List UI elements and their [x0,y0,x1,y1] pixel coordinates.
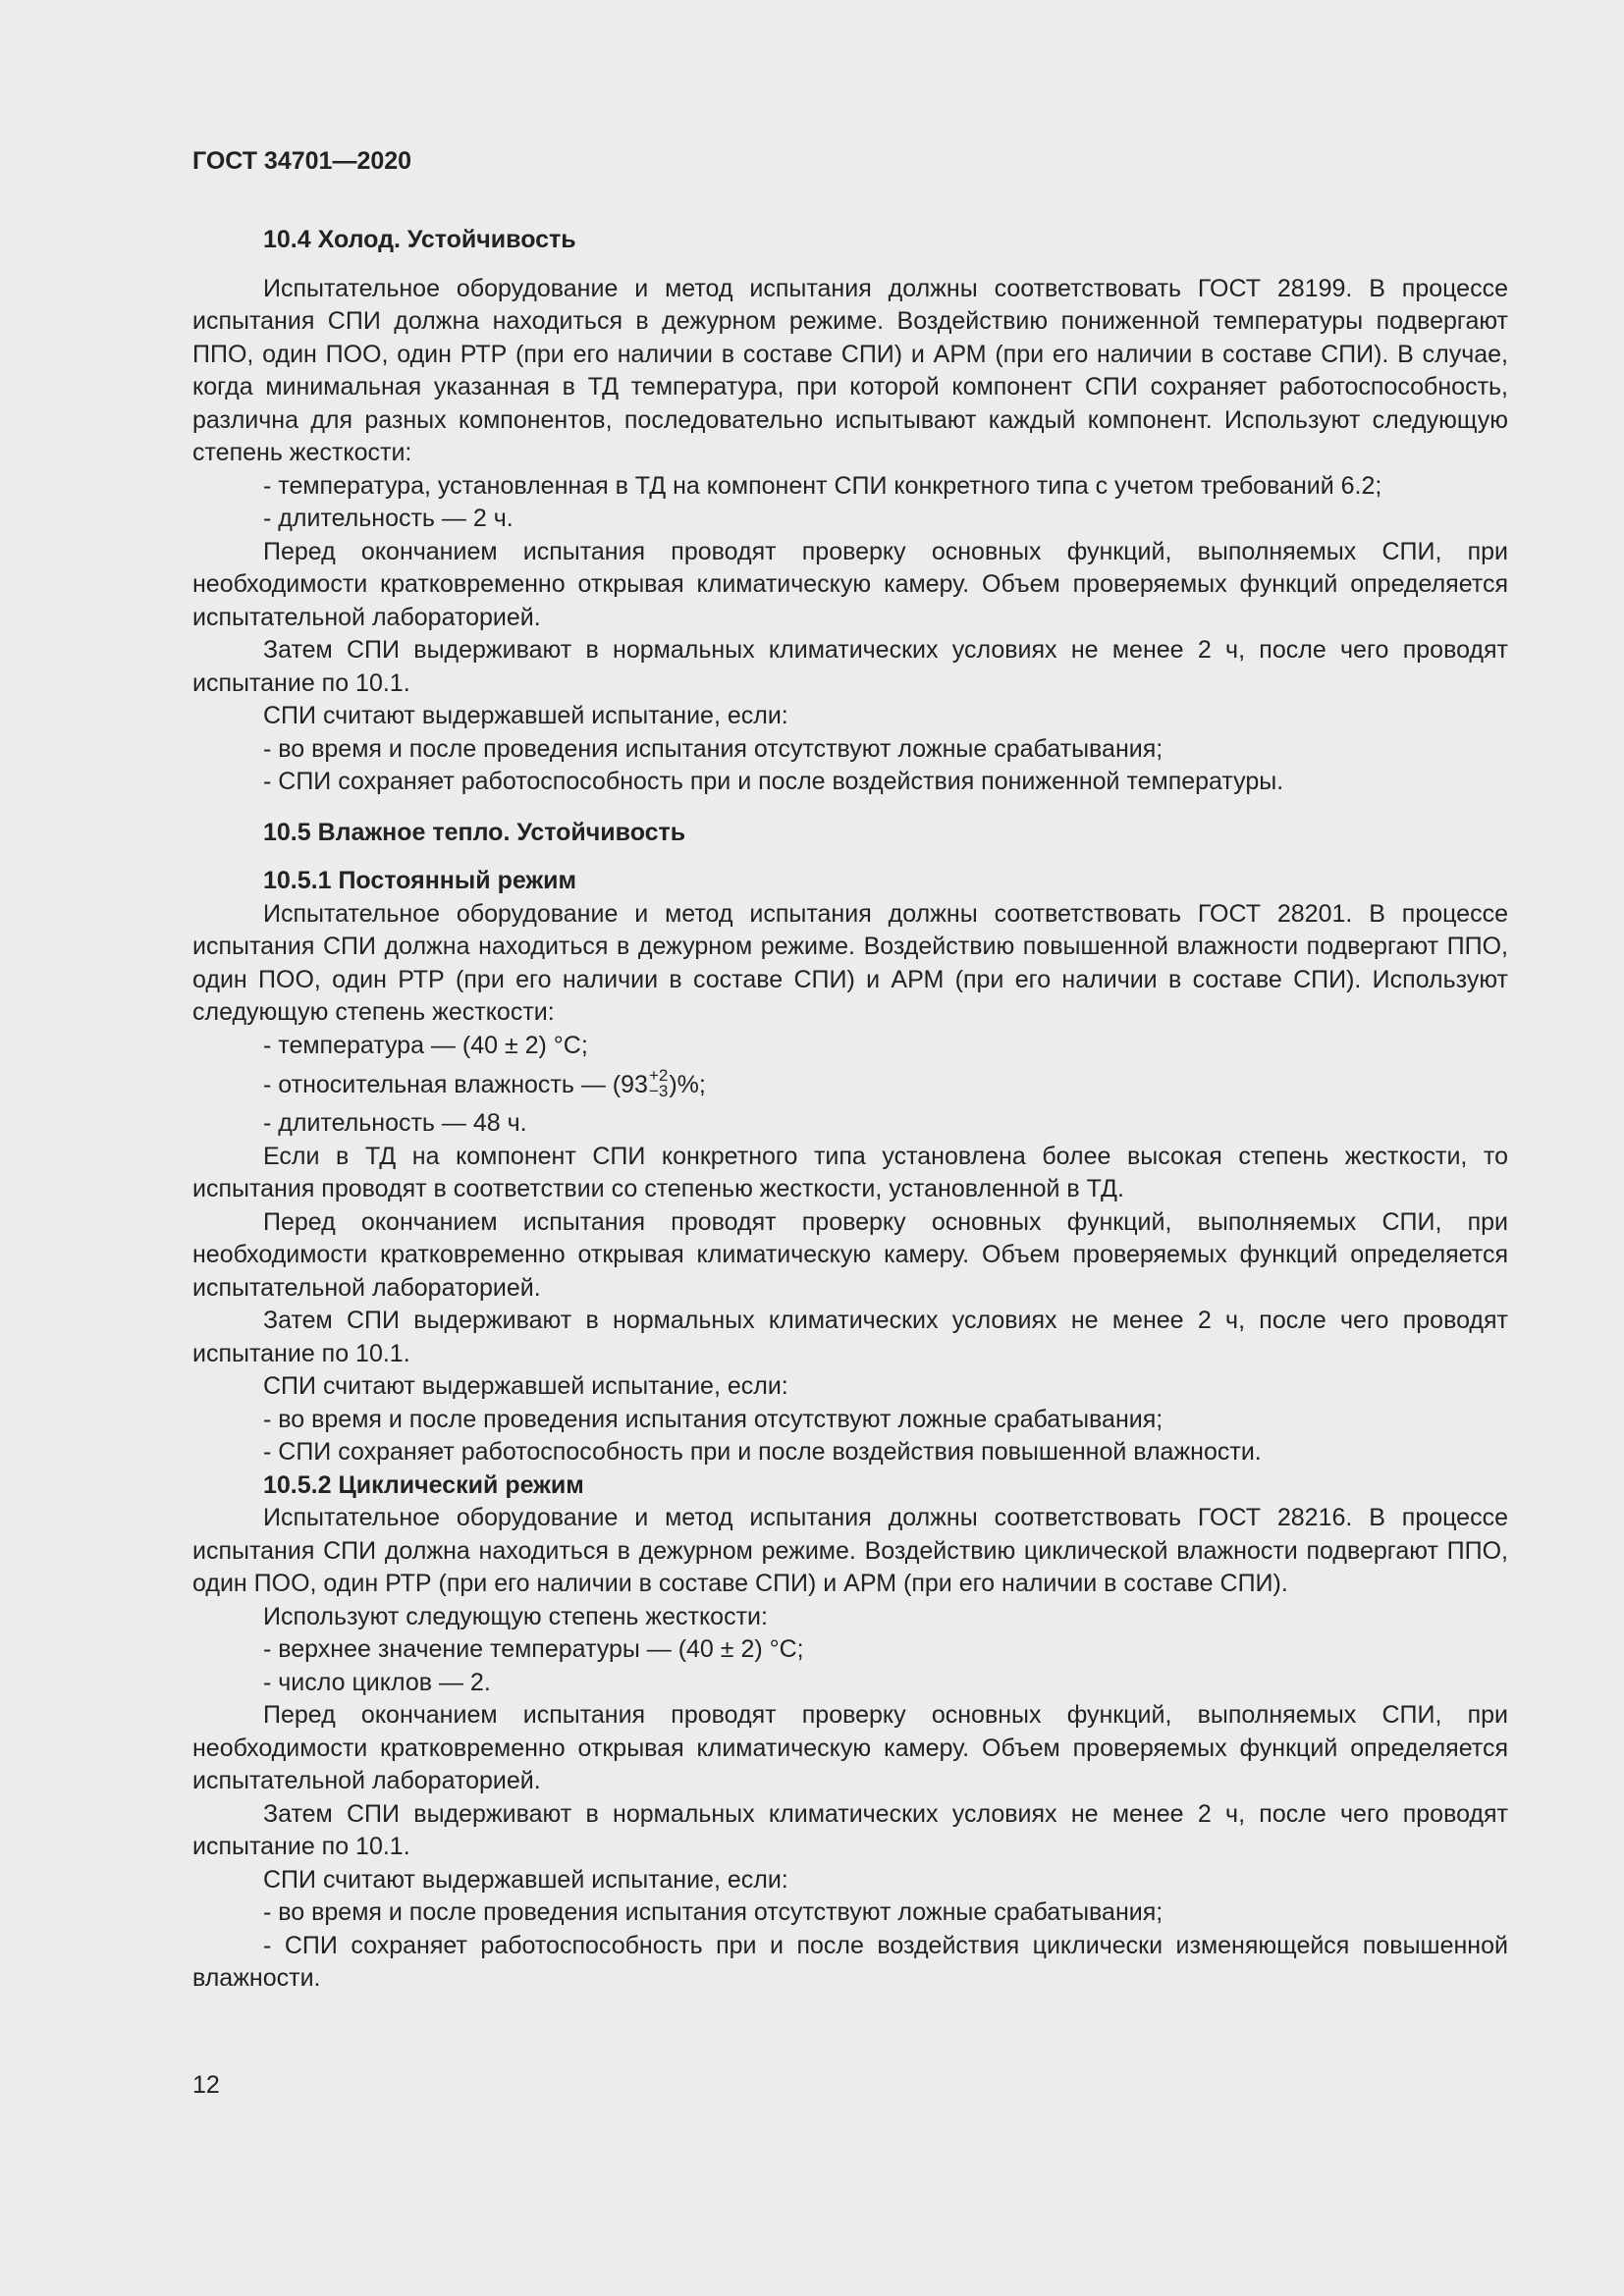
paragraph: СПИ считают выдержавшей испытание, если: [263,702,788,729]
paragraph: Перед окончанием испытания проводят проверку основных функций, выполняемых СПИ, при необходимости кратковременно открывая климатическую камеру. Объем проверяемых функций определяется испытательной лабораторией. [192,537,1508,631]
tolerance-lower: −3 [648,1082,669,1101]
humidity-tolerance [649,1068,668,1099]
document-code: ГОСТ 34701—2020 [192,147,412,175]
list-item: - во время и после проведения испытания отсутствуют ложные срабатывания; [263,1405,1164,1433]
paragraph: Перед окончанием испытания проводят проверку основных функций, выполняемых СПИ, при необходимости кратковременно открывая климатическую камеру. Объем проверяемых функций определяется испытательной лабораторией. [192,1701,1508,1794]
paragraph: Затем СПИ выдерживают в нормальных климатических условиях не менее 2 ч, после чего проводят испытание по 10.1. [192,636,1508,697]
paragraph: Испытательное оборудование и метод испытания должны соответствовать ГОСТ 28216. В процессе испытания СПИ должна находиться в дежурном режиме. Воздействию циклической влажности подвергают ППО, один ПОО, один РТР (при его наличии в составе СПИ) и АРМ (при его наличии в составе СПИ). [192,1504,1508,1597]
page-number: 12 [192,2071,220,2099]
paragraph: - СПИ сохраняет работоспособность при и после воздействия циклически изменяющейся повышенной влажности. [192,1931,1508,1992]
list-item: - длительность — 2 ч. [263,505,514,532]
humidity-text-end: )%; [669,1071,706,1098]
list-item: - число циклов — 2. [263,1668,491,1696]
section-10-4-title: 10.4 Холод. Устойчивость [263,226,576,253]
list-item: - во время и после проведения испытания отсутствуют ложные срабатывания; [263,734,1164,763]
paragraph: СПИ считают выдержавшей испытание, если: [263,1865,788,1894]
list-item-humidity [192,1062,1508,1107]
humidity-text: - относительная влажность — (93 [263,1071,648,1098]
paragraph: СПИ считают выдержавшей испытание, если: [263,1372,788,1400]
section-10-5-1-title: 10.5.1 Постоянный режим [263,867,577,894]
list-item: - температура, установленная в ТД на компонент СПИ конкретного типа с учетом требований 6.2; [263,471,1382,500]
list-item: - длительность — 48 ч. [263,1109,527,1137]
page-content [192,224,1508,1996]
section-10-5-2-title: 10.5.2 Циклический режим [263,1470,584,1499]
paragraph: Испытательное оборудование и метод испытания должны соответствовать ГОСТ 28201. В процессе испытания СПИ должна находиться в дежурном режиме. Воздействию повышенной влажности подвергают ППО, один ПОО, один РТР (при его наличии в составе СПИ) и АРМ (при его наличии в составе СПИ). Используют следующую степень жесткости: [192,899,1508,1026]
paragraph: Затем СПИ выдерживают в нормальных климатических условиях не менее 2 ч, после чего проводят испытание по 10.1. [192,1799,1508,1860]
list-item: - температура — (40 ± 2) °С; [263,1031,588,1059]
section-10-5-title: 10.5 Влажное тепло. Устойчивость [263,818,686,846]
paragraph: Если в ТД на компонент СПИ конкретного типа установлена более высокая степень жесткости, то испытания проводят в соответствии со степенью жесткости, установленной в ТД. [192,1142,1508,1202]
list-item: - СПИ сохраняет работоспособность при и после воздействия пониженной температуры. [263,768,1284,795]
list-item: - во время и после проведения испытания отсутствуют ложные срабатывания; [263,1898,1164,1926]
list-item: - СПИ сохраняет работоспособность при и после воздействия повышенной влажности. [263,1438,1262,1466]
paragraph: Перед окончанием испытания проводят проверку основных функций, выполняемых СПИ, при необходимости кратковременно открывая климатическую камеру. Объем проверяемых функций определяется испытательной лабораторией. [192,1207,1508,1302]
paragraph: Испытательное оборудование и метод испытания должны соответствовать ГОСТ 28199. В процессе испытания СПИ должна находиться в дежурном режиме. Воздействию пониженной температуры подвергают ППО, один ПОО, один РТР (при его наличии в составе СПИ) и АРМ (при его наличии в составе СПИ). В случае, когда минимальная указанная в ТД температура, при которой компонент СПИ сохраняет работоспособность, различна для разных компонентов, последовательно испытывают каждый компонент. Используют следующую степень жесткости: [192,274,1508,466]
paragraph: Используют следующую степень жесткости: [263,1602,768,1630]
list-item: - верхнее значение температуры — (40 ± 2) °С; [263,1635,804,1663]
paragraph: Затем СПИ выдерживают в нормальных климатических условиях не менее 2 ч, после чего проводят испытание по 10.1. [192,1307,1508,1367]
tolerance-upper: +2 [648,1066,669,1086]
